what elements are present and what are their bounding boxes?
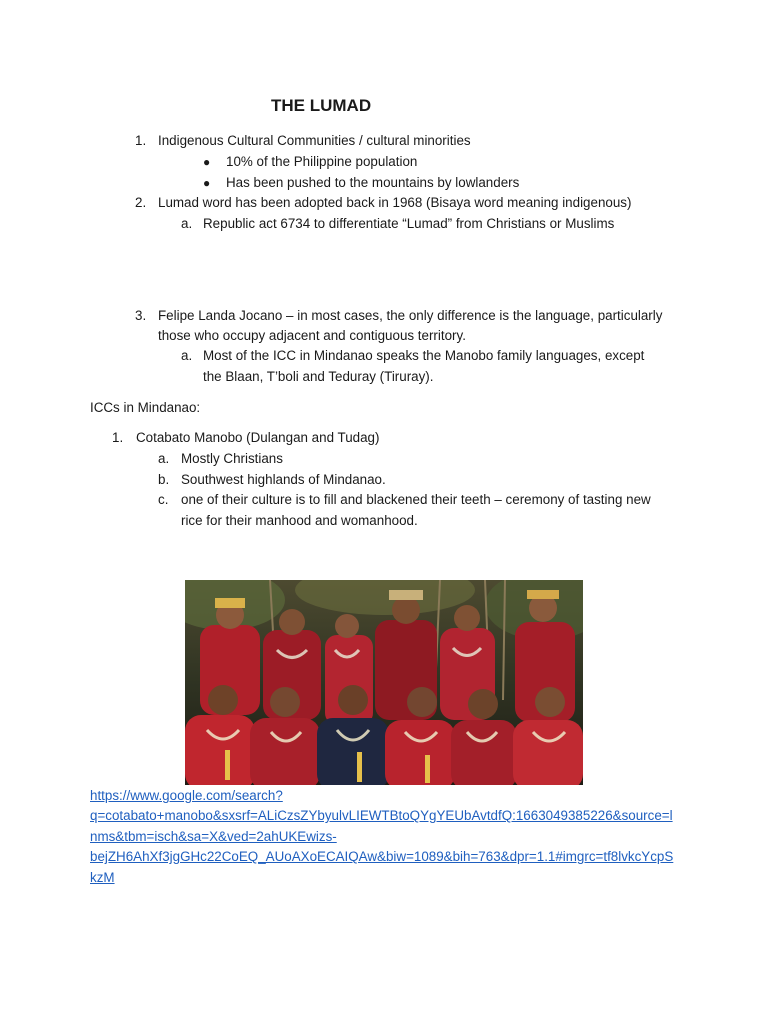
sub-list-text: one of their culture is to fill and blackened their teeth – ceremony of tasting new	[181, 492, 651, 507]
source-link-line[interactable]: q=cotabato+manobo&sxsrf=ALiCzsZYbyulvLIEWTBtoQYgYEUbAvtdfQ:1663049385226&source=l	[90, 808, 673, 823]
bullet-icon: ●	[203, 176, 211, 190]
list-item-text: Cotabato Manobo (Dulangan and Tudag)	[136, 430, 380, 445]
sub-list-text: Most of the ICC in Mindanao speaks the Manobo family languages, except	[203, 348, 645, 363]
list-number: 3.	[135, 308, 147, 323]
source-link-line[interactable]: nms&tbm=isch&sa=X&ved=2ahUKEwizs-	[90, 829, 337, 844]
list-item-text: those who occupy adjacent and contiguous territory.	[158, 328, 466, 343]
list-number: 1.	[112, 430, 124, 445]
sub-list-letter: a.	[181, 216, 193, 231]
sub-list-letter: a.	[181, 348, 193, 363]
sub-list-text: rice for their manhood and womanhood.	[181, 513, 418, 528]
sub-list-letter: c.	[158, 492, 169, 507]
sub-list-letter: b.	[158, 472, 170, 487]
bullet-text: Has been pushed to the mountains by lowlanders	[226, 175, 520, 190]
source-link-line[interactable]: kzM	[90, 870, 115, 885]
sub-list-letter: a.	[158, 451, 170, 466]
list-item-text: Felipe Landa Jocano – in most cases, the only difference is the language, particularly	[158, 308, 663, 323]
source-link-line[interactable]: bejZH6AhXf3jgGHc22CoEQ_AUoAXoECAIQAw&biw=1089&bih=763&dpr=1.1#imgrc=tf8lvkcYcpS	[90, 849, 674, 864]
group-photo	[185, 580, 583, 785]
sub-list-text: the Blaan, T’boli and Teduray (Tiruray).	[203, 369, 434, 384]
section-heading: ICCs in Mindanao:	[90, 400, 201, 415]
bullet-text: 10% of the Philippine population	[226, 154, 418, 169]
sub-list-text: Southwest highlands of Mindanao.	[181, 472, 386, 487]
list-item-text: Lumad word has been adopted back in 1968 (Bisaya word meaning indigenous)	[158, 195, 632, 210]
bullet-icon: ●	[203, 155, 211, 169]
document-title: THE LUMAD	[271, 96, 372, 115]
photo-illustration	[185, 580, 583, 785]
sub-list-text: Mostly Christians	[181, 451, 283, 466]
source-link-line[interactable]: https://www.google.com/search?	[90, 788, 283, 803]
list-item-text: Indigenous Cultural Communities / cultural minorities	[158, 133, 471, 148]
list-number: 2.	[135, 195, 147, 210]
sub-list-text: Republic act 6734 to differentiate “Lumad” from Christians or Muslims	[203, 216, 615, 231]
list-number: 1.	[135, 133, 147, 148]
